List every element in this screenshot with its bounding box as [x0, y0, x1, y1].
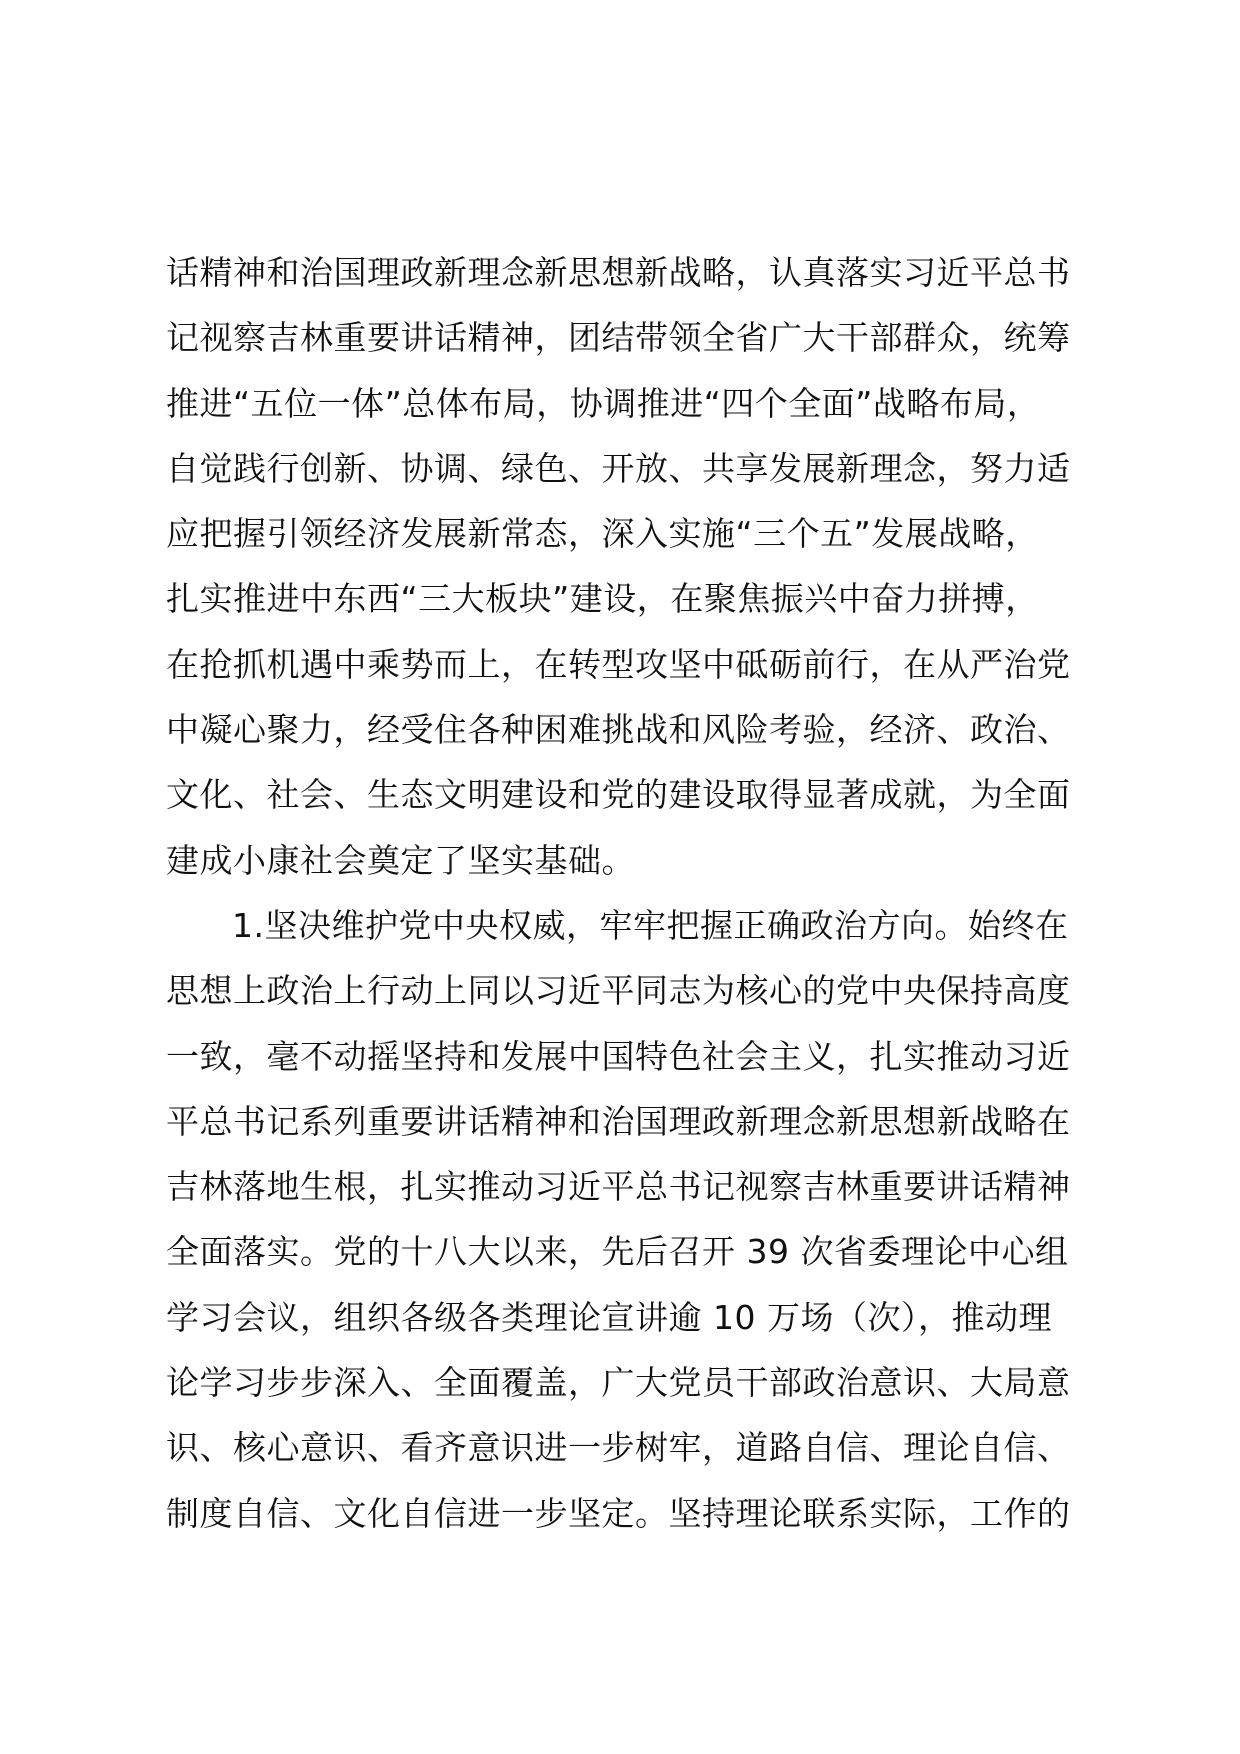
text-line: 扎实推进中东西“三大板块”建设，在聚焦振兴中奋力拼搏，	[166, 579, 1039, 619]
text-line: 平总书记系列重要讲话精神和治国理政新理念新思想新战略在	[166, 1101, 1071, 1141]
section-heading-line: 1.坚决维护党中央权威，牢牢把握正确政治方向。始终在	[232, 905, 1069, 945]
text-line: 自觉践行创新、协调、绿色、开放、共享发展新理念，努力适	[166, 448, 1071, 488]
text-line: 一致，毫不动摇坚持和发展中国特色社会主义，扎实推动习近	[166, 1036, 1071, 1076]
text-line: 推进“五位一体”总体布局，协调推进“四个全面”战略布局，	[166, 383, 1041, 423]
text-line: 应把握引领经济发展新常态，深入实施“三个五”发展战略，	[166, 514, 1039, 554]
text-line: 全面落实。党的十八大以来，先后召开 39 次省委理论中心组	[166, 1232, 1069, 1272]
text-line: 文化、社会、生态文明建设和党的建设取得显著成就，为全面	[166, 775, 1071, 815]
text-line: 话精神和治国理政新理念新思想新战略，认真落实习近平总书	[166, 253, 1071, 292]
text-line: 建成小康社会奠定了坚实基础。	[166, 840, 635, 880]
text-line: 学习会议，组织各级各类理论宣讲逾 10 万场（次），推动理	[166, 1297, 1052, 1337]
text-line: 识、核心意识、看齐意识进一步树牢，道路自信、理论自信、	[166, 1428, 1071, 1468]
text-line: 论学习步步深入、全面覆盖，广大党员干部政治意识、大局意	[166, 1363, 1071, 1403]
body-text	[166, 240, 1106, 1546]
text-line: 中凝心聚力，经受住各种困难挑战和风险考验，经济、政治、	[166, 710, 1071, 750]
text-line: 在抢抓机遇中乘势而上，在转型攻坚中砥砺前行，在从严治党	[166, 644, 1071, 684]
text-line: 记视察吉林重要讲话精神，团结带领全省广大干部群众，统筹	[166, 318, 1071, 358]
text-line: 制度自信、文化自信进一步坚定。坚持理论联系实际，工作的	[166, 1493, 1071, 1533]
text-line: 吉林落地生根，扎实推动习近平总书记视察吉林重要讲话精神	[166, 1167, 1071, 1207]
text-line: 思想上政治上行动上同以习近平同志为核心的党中央保持高度	[166, 971, 1071, 1011]
